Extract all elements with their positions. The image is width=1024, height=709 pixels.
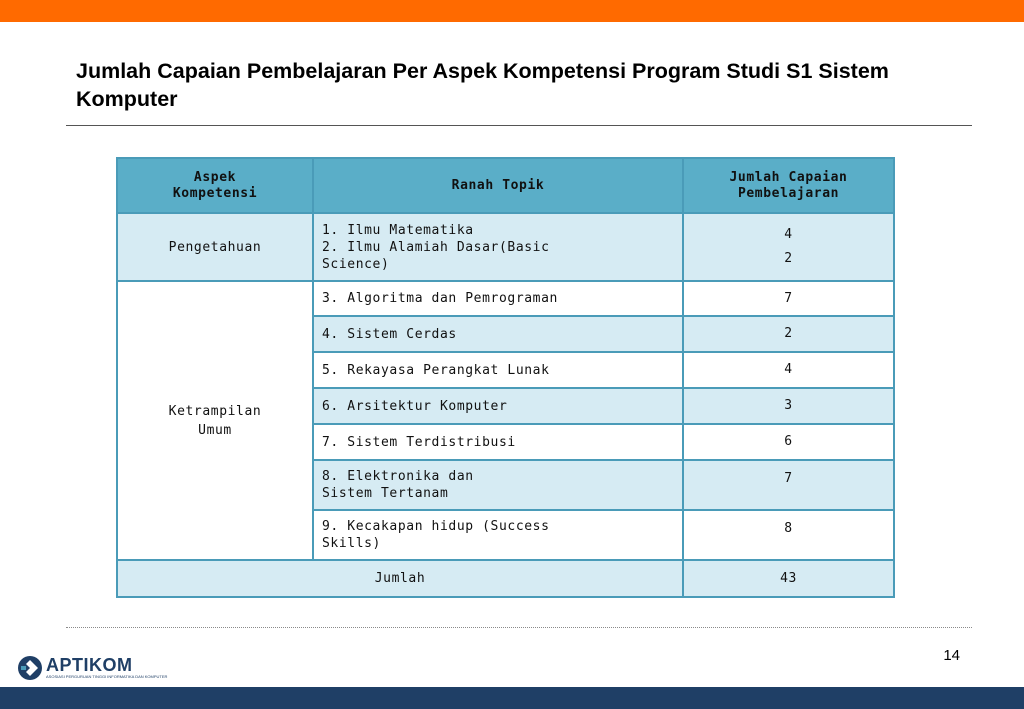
- topic-cell: 9. Kecakapan hidup (Success Skills): [313, 510, 683, 560]
- topic-cell: 5. Rekayasa Perangkat Lunak: [313, 352, 683, 388]
- aspect-pengetahuan: Pengetahuan: [117, 213, 313, 281]
- aptikom-logo: [16, 654, 166, 682]
- logo-wordmark: APTIKOM: [46, 655, 133, 675]
- topic-cell: 7. Sistem Terdistribusi: [313, 424, 683, 460]
- topic-item: 1. Ilmu Matematika: [322, 222, 474, 238]
- count-cell: 7: [683, 281, 894, 316]
- page-number: 14: [943, 647, 960, 664]
- aspect-ketrampilan-umum: Ketrampilan Umum: [117, 281, 313, 560]
- total-count: 43: [683, 560, 894, 597]
- count-cell: [683, 213, 894, 281]
- count-value: 2: [784, 251, 793, 266]
- count-cell: 3: [683, 388, 894, 424]
- footer-divider: [66, 627, 972, 628]
- count-cell: 4: [683, 352, 894, 388]
- header-aspect: Aspek Kompetensi: [117, 158, 313, 213]
- count-value: 4: [784, 227, 793, 242]
- table-header-row: [117, 158, 894, 213]
- total-label: Jumlah: [117, 560, 683, 597]
- topic-cell: 4. Sistem Cerdas: [313, 316, 683, 352]
- topic-cell: 3. Algoritma dan Pemrograman: [313, 281, 683, 316]
- competency-table: [116, 157, 895, 598]
- slide-title: Jumlah Capaian Pembelajaran Per Aspek Kompetensi Program Studi S1 Sistem Komputer: [76, 59, 889, 111]
- topic-item: 2. Ilmu Alamiah Dasar(Basic Science): [322, 239, 550, 272]
- logo-tagline: ASOSIASI PERGURUAN TINGGI INFORMATIKA DAN KOMPUTER: [46, 674, 168, 679]
- bottom-accent-bar: [0, 687, 1024, 709]
- count-cell: 6: [683, 424, 894, 460]
- header-topic: Ranah Topik: [313, 158, 683, 213]
- table-row: [117, 281, 894, 316]
- aptikom-logo-icon: [16, 654, 44, 682]
- count-cell: 2: [683, 316, 894, 352]
- table-total-row: [117, 560, 894, 597]
- top-accent-bar: [0, 0, 1024, 22]
- topic-cell: 6. Arsitektur Komputer: [313, 388, 683, 424]
- header-count: Jumlah Capaian Pembelajaran: [683, 158, 894, 213]
- topic-cell: [313, 213, 683, 281]
- table-row-pengetahuan: [117, 213, 894, 281]
- count-cell: 8: [683, 510, 894, 560]
- count-cell: 7: [683, 460, 894, 510]
- topic-cell: 8. Elektronika dan Sistem Tertanam: [313, 460, 683, 510]
- title-divider: [66, 125, 972, 126]
